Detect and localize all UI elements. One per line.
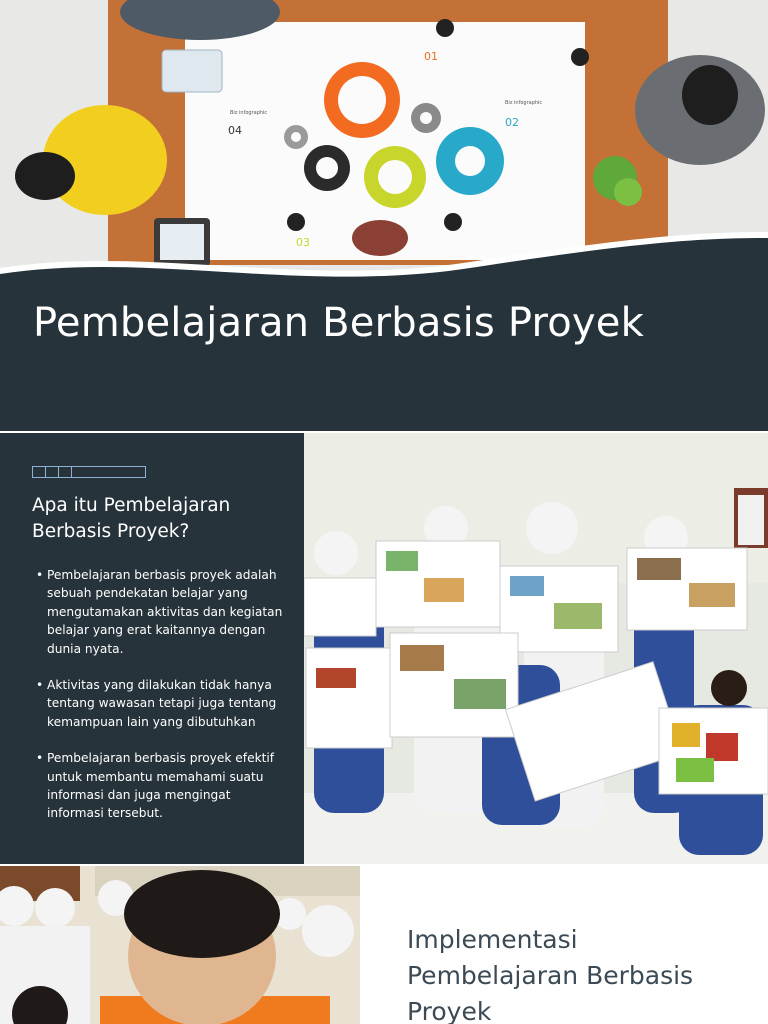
infographic-label-04: 04 (228, 124, 242, 137)
slide-title (0, 0, 768, 431)
meeting-gears-photo (0, 0, 768, 300)
slide-definition (0, 433, 768, 864)
students-posters-photo (304, 433, 768, 864)
slide-title-text: Pembelajaran Berbasis Proyek (33, 300, 644, 346)
svg-text:Biz infographic: Biz infographic (230, 110, 268, 116)
decorative-bar (32, 466, 146, 478)
definition-bullet-list (36, 566, 286, 841)
implementation-title: Implementasi Pembelajaran Berbasis Proyek (407, 925, 694, 1024)
bullet-item: • Aktivitas yang dilakukan tidak hanya tentang wawasan tetapi juga tentang kemampuan lain yang dibutuhkan (36, 676, 286, 731)
infographic-label-01: 01 (424, 50, 438, 63)
svg-text:Biz infographic: Biz infographic (505, 100, 543, 106)
bullet-item: • Pembelajaran berbasis proyek efektif untuk membantu memahami suatu informasi dan juga mengingat informasi tersebut. (36, 749, 286, 823)
infographic-label-03: 03 (296, 236, 310, 249)
slide-implementation (0, 866, 768, 1024)
infographic-label-02: 02 (505, 116, 519, 129)
classroom-photo (0, 866, 360, 1024)
bullet-item: • Pembelajaran berbasis proyek adalah sebuah pendekatan belajar yang mengutamakan aktivitas dan kegiatan belajar yang erat kaitannya dengan dunia nyata. (36, 566, 286, 658)
definition-heading: Apa itu Pembelajaran Berbasis Proyek? (32, 495, 231, 542)
definition-panel (0, 433, 304, 864)
